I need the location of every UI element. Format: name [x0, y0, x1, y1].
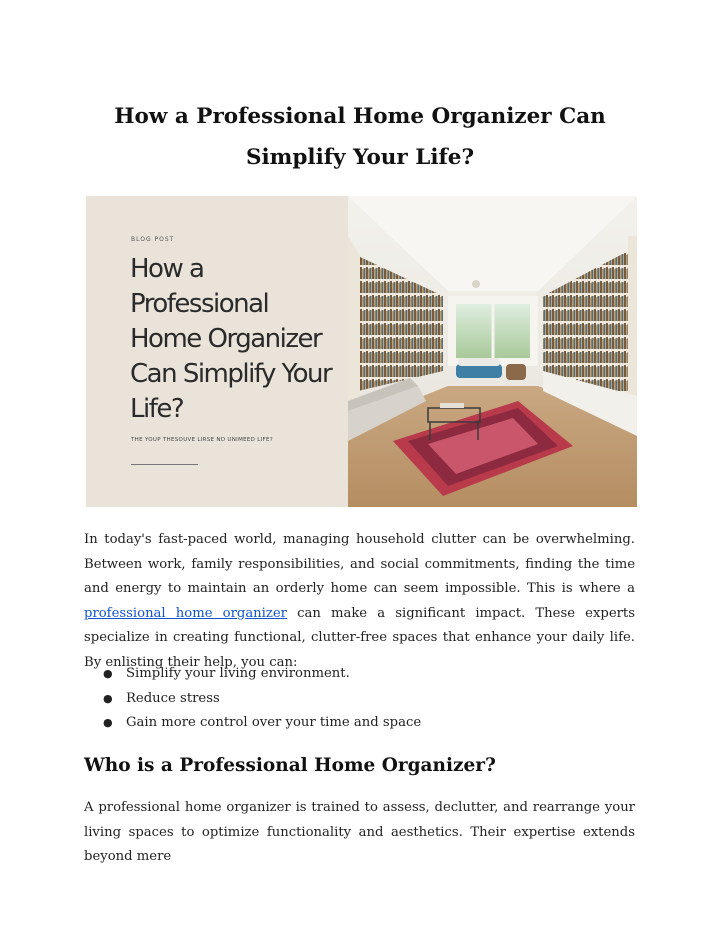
page-title: How a Professional Home Organizer Can Simplify Your Life? — [114, 104, 606, 170]
intro-paragraph — [84, 528, 635, 675]
intro-text-start: In today's fast-paced world, managing household clutter can be overwhelming. Between work, family responsibilities, and social commitments, finding the time and energy to maintain an orderly home can seem impossible. This is where a — [84, 532, 635, 596]
list-item-text: Simplify your living environment. — [126, 666, 350, 681]
section-paragraph: A professional home organizer is trained to assess, declutter, and rearrange your living spaces to optimize functionality and aesthetics. Their expertise extends beyond mere — [84, 800, 635, 864]
professional-home-organizer-link[interactable]: professional home organizer — [84, 605, 287, 621]
hero-kicker: BLOG POST — [131, 236, 175, 243]
list-item — [84, 662, 635, 687]
living-room-illustration — [348, 196, 637, 507]
hero-title: How a Professional Home Organizer Can Simplify Your Life? — [130, 254, 332, 424]
section-heading: Who is a Professional Home Organizer? — [84, 755, 496, 776]
list-item — [84, 687, 635, 712]
bullet-icon: ● — [103, 691, 113, 705]
living-room-photo — [348, 196, 637, 507]
benefits-list — [84, 662, 635, 736]
bullet-icon: ● — [103, 716, 113, 729]
list-item — [84, 711, 635, 736]
hero-image — [86, 196, 637, 507]
bullet-icon: ● — [103, 667, 113, 680]
hero-divider — [131, 464, 198, 465]
list-item-text: Reduce stress — [126, 690, 220, 706]
list-item-text: Gain more control over your time and space — [126, 715, 422, 730]
hero-text-panel — [86, 196, 348, 507]
intro-text-end: can make a significant impact. These experts specialize in creating functional, clutter-free spaces that enhance your daily life. By enlisting their help, you can: — [84, 605, 636, 670]
hero-tagline: THE YOUP THESOUVE LIRSE ND UNIMEED LIFE? — [131, 437, 274, 443]
